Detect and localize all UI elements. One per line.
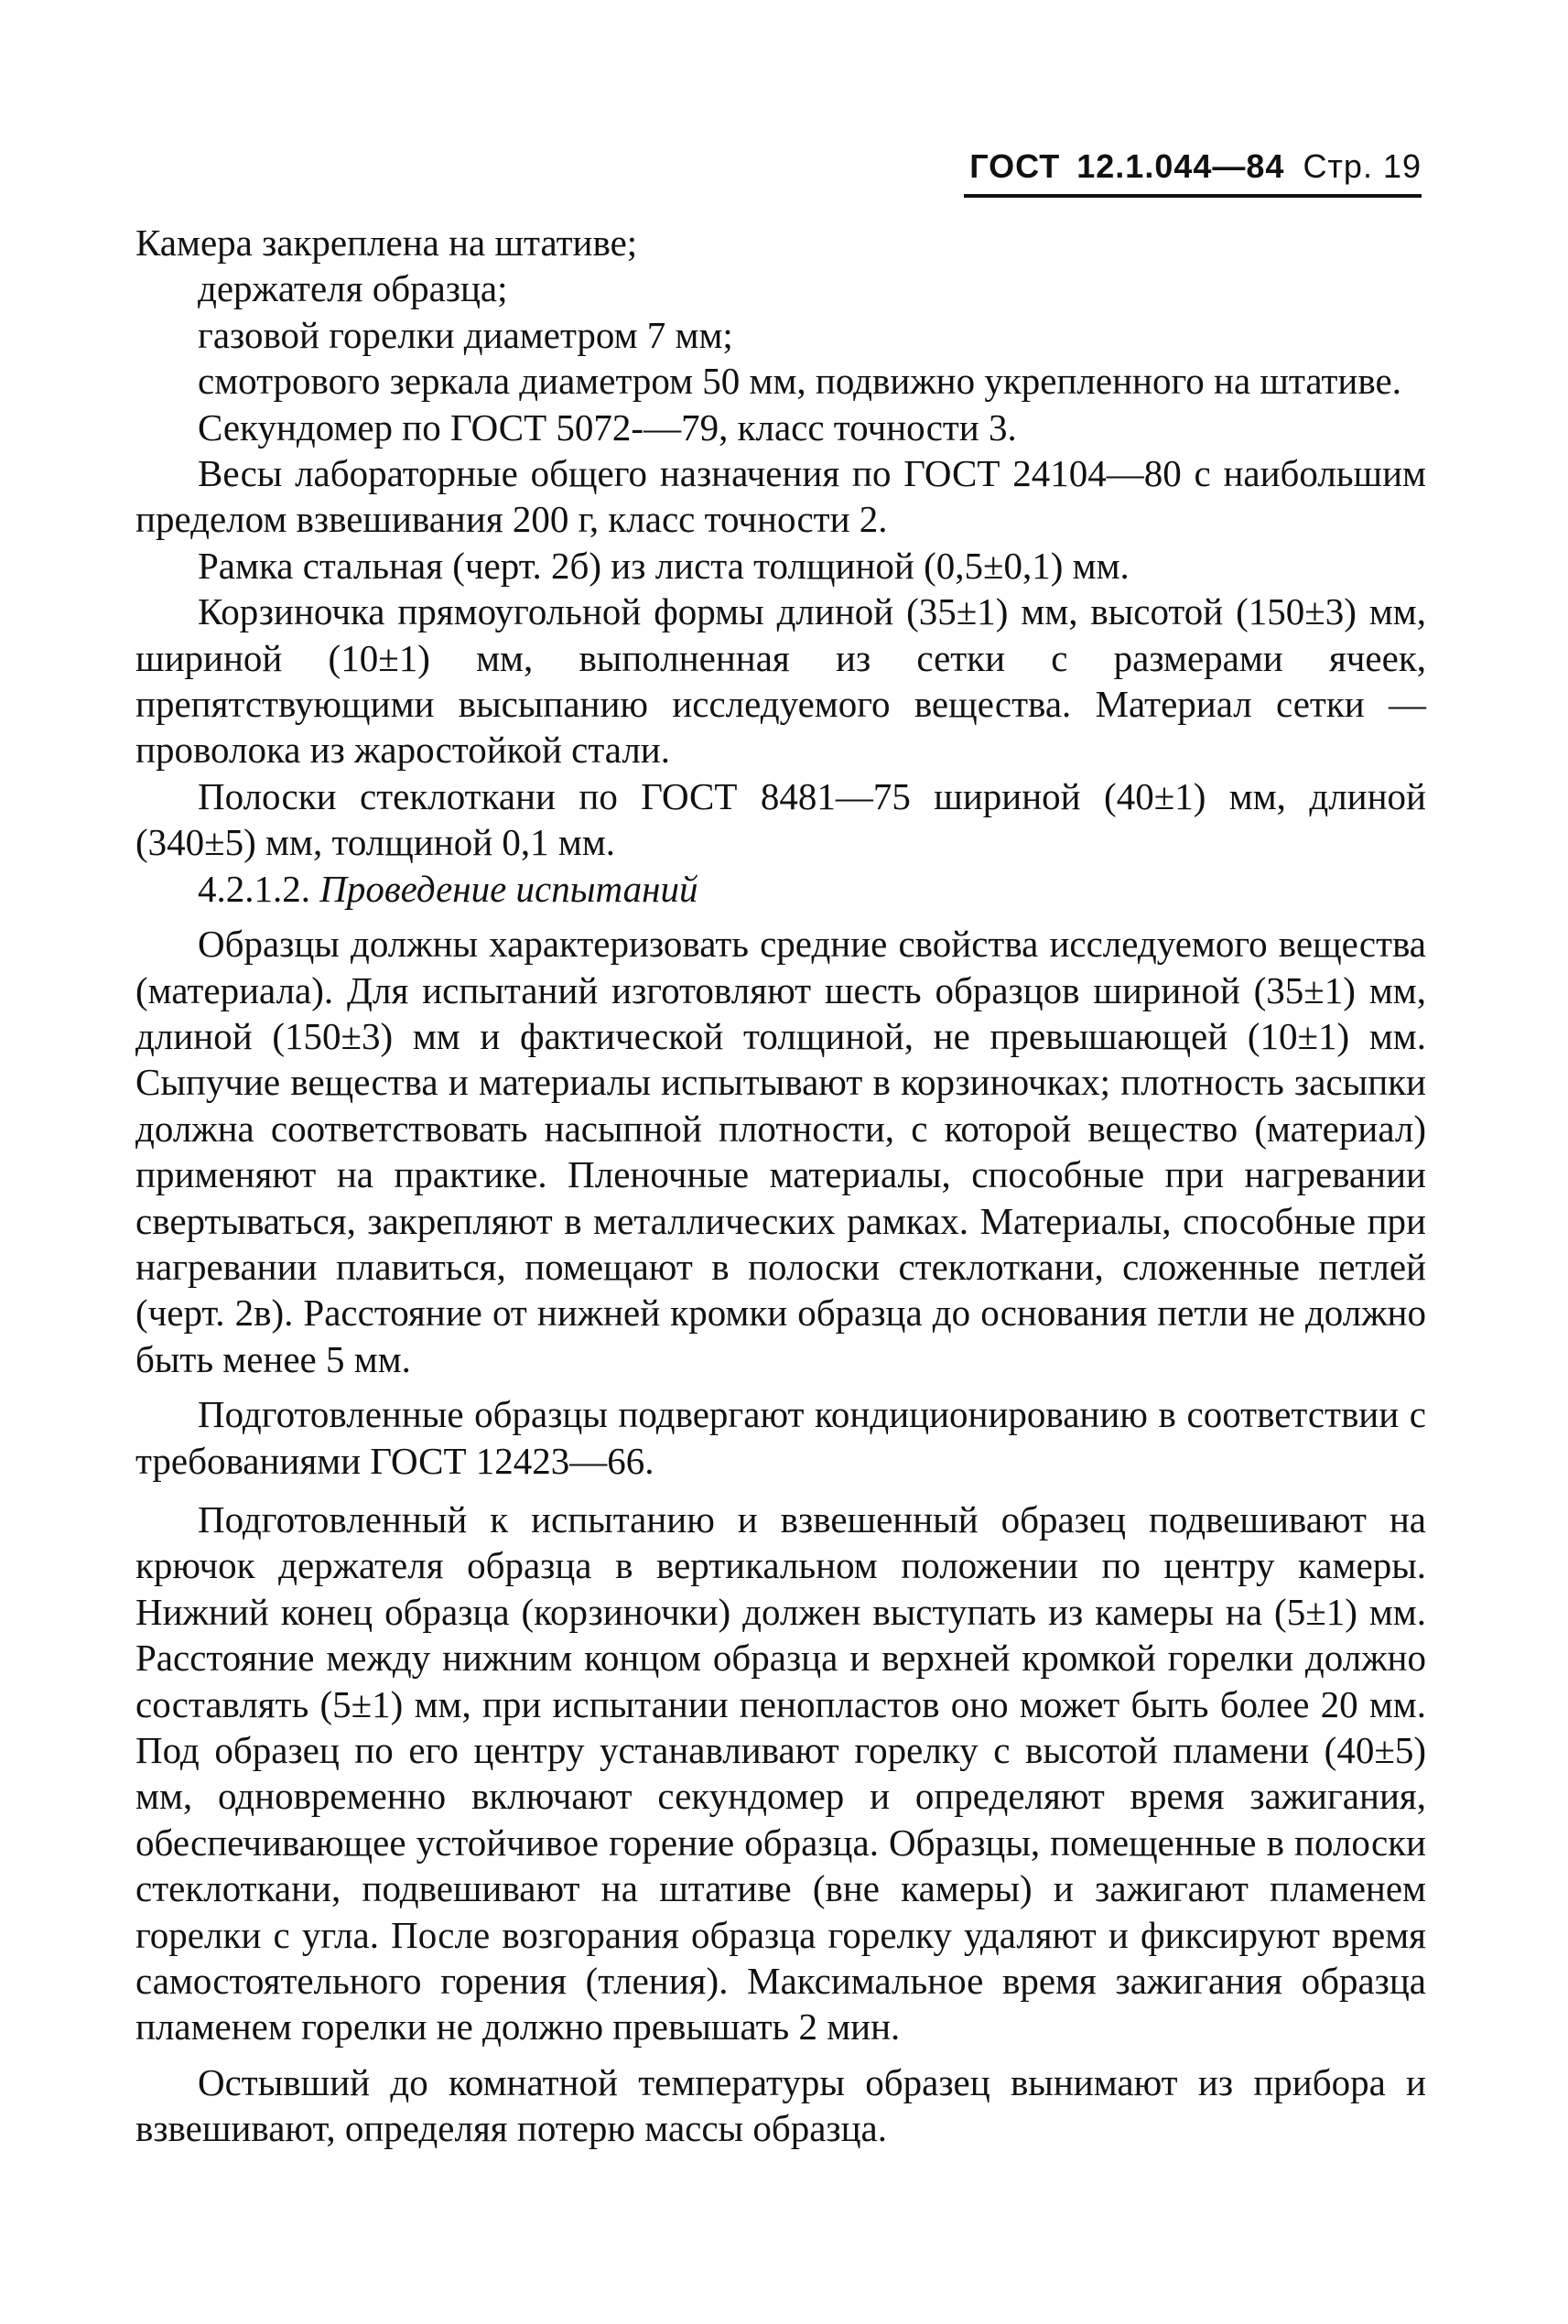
standard-number: 12.1.044—84 — [1076, 147, 1285, 185]
page-number: Стр. 19 — [1303, 147, 1422, 185]
paragraph-samples: Образцы должны характеризовать средние свойства исследуемого вещества (материала). Для испытаний изготовляют шесть образцов шириной (35±1) мм, длиной (150±3) мм и фактической толщиной, не превышающей (10±1) мм. Сыпучие вещества и материалы испытывают в корзиночках; плотность засыпки должна соответствовать насыпной плотности, с которой вещество (материал) применяют на практике. Пленочные материалы, способные при нагревании свертываться, закрепляют в металлических рамках. Материалы, способные при нагревании плавиться, помещают в полоски стеклоткани, сложенные петлей (черт. 2в). Расстояние от нижней кромки образца до основания петли не должно быть менее 5 мм. — [135, 923, 1426, 1380]
standard-label: ГОСТ — [969, 147, 1061, 185]
paragraph-conditioning: Подготовленные образцы подвергают кондиционированию в соответствии с требованиями ГОСТ 12423—66. — [135, 1393, 1426, 1482]
document-body — [135, 220, 1426, 2152]
header-rule — [964, 194, 1422, 198]
section-title: Проведение испытаний — [319, 867, 698, 910]
section-heading — [135, 866, 1426, 912]
paragraph-frame: Рамка стальная (черт. 2б) из листа толщиной (0,5±0,1) мм. — [198, 544, 1130, 587]
section-number: 4.2.1.2. — [198, 867, 320, 910]
paragraph-camera: Камера закреплена на штативе; — [135, 222, 638, 264]
paragraph-fiberglass: Полоски стеклоткани по ГОСТ 8481—75 шириной (40±1) мм, длиной (340±5) мм, толщиной 0,1 мм. — [135, 774, 1426, 864]
paragraph-mirror: смотрового зеркала диаметром 50 мм, подвижно укрепленного на штативе. — [198, 360, 1401, 403]
paragraph-scales: Весы лабораторные общего назначения по ГОСТ 24104—80 с наибольшим пределом взвешивания 200 г, класс точности 2. — [135, 452, 1426, 541]
page-header — [969, 146, 1422, 187]
paragraph-holder: держателя образца; — [198, 267, 508, 310]
paragraph-procedure: Подготовленный к испытанию и взвешенный образец подвешивают на крючок держателя образца в вертикальном положении по центру камеры. Нижний конец образца (корзиночки) должен выступать из камеры на (5±1) мм. Расстояние между нижним концом образца и верхней кромкой горелки должно составлять (5±1) мм, при испытании пенопластов оно может быть более 20 мм. Под образец по его центру устанавливают горелку с высотой пламени (40±5) мм, одновременно включают секундомер и определяют время зажигания, обеспечивающее устойчивое горение образца. Образцы, помещенные в полоски стеклоткани, подвешивают на штативе (вне камеры) и зажигают пламенем горелки с угла. После возгорания образца горелку удаляют и фиксируют время самостоятельного горения (тления). Максимальное время зажигания образца пламенем горелки не должно превышать 2 мин. — [135, 1497, 1426, 2048]
paragraph-burner: газовой горелки диаметром 7 мм; — [198, 313, 733, 356]
paragraph-stopwatch: Секундомер по ГОСТ 5072-—79, класс точности 3. — [198, 405, 1017, 449]
paragraph-weighing: Остывший до комнатной температуры образец вынимают из прибора и взвешивают, определяя потерю массы образца. — [135, 2060, 1426, 2150]
paragraph-basket: Корзиночка прямоугольной формы длиной (35±1) мм, высотой (150±3) мм, шириной (10±1) мм, выполненная из сетки с размерами ячеек, препятствующими высыпанию исследуемого вещества. Материал сетки — проволока из жаростойкой стали. — [135, 590, 1426, 772]
